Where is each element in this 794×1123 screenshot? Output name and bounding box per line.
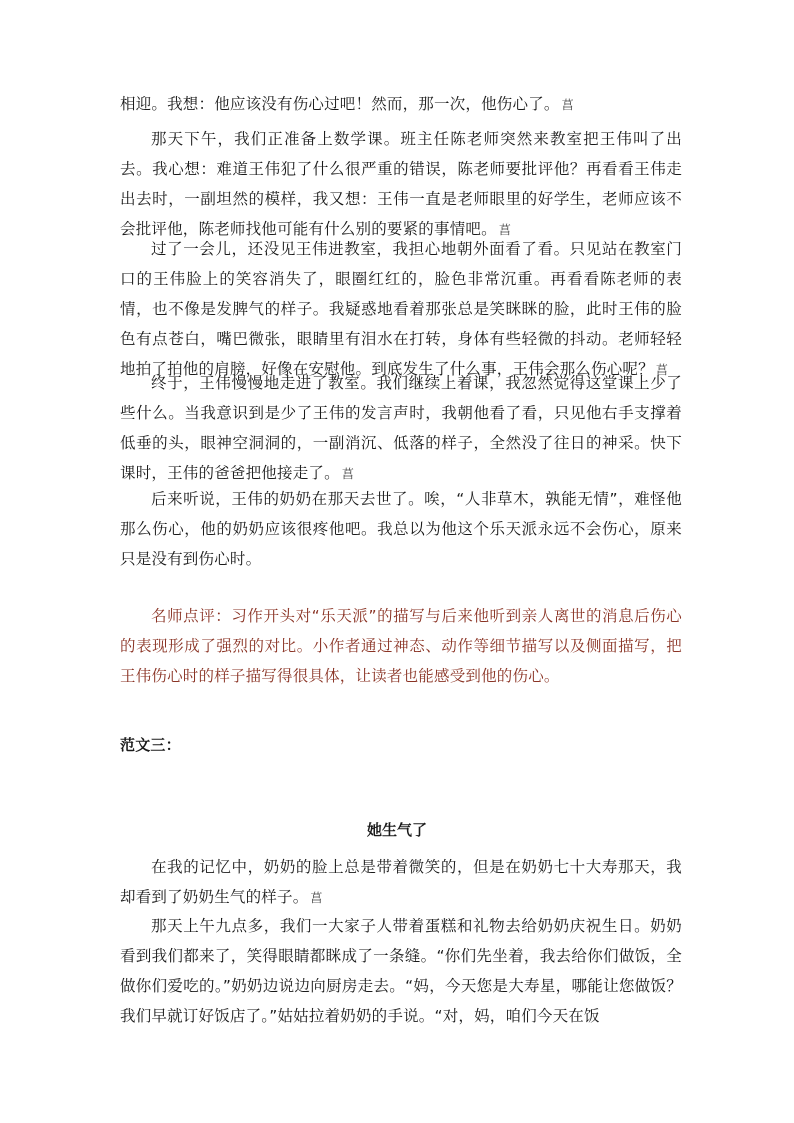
paragraph-1-text: 相迎。我想：他应该没有伤心过吧！然而，那一次，他伤心了。 — [120, 95, 560, 113]
paragraph-3-text: 过了一会儿，还没见王伟进教室，我担心地朝外面看了看。只见站在教室门口的王伟脸上的笑容消失了，眼圈红红的，脸色非常沉重。再看看陈老师的表情，也不像是发脾气的样子。我疑惑地看着那张总是笑眯眯的脸，此时王伟的脸色有点苍白，嘴巴微张，眼睛里有泪水在打转，身体有些轻微的抖动。老师轻轻地拍了拍他的肩膀，好像在安慰他。到底发生了什么事，王伟会那么伤心呢？ — [120, 240, 682, 378]
paragraph-5 — [120, 484, 682, 575]
paragraph-1 — [120, 89, 682, 120]
essay-paragraph-2 — [120, 911, 682, 1032]
paragraph-mark: 菖 — [655, 363, 669, 377]
paragraph-3 — [120, 234, 682, 385]
paragraph-2 — [120, 124, 682, 245]
section-heading: 范文三： — [120, 736, 181, 754]
paragraph-5-text: 后来听说，王伟的奶奶在那天去世了。唉，“人非草木，孰能无情”，难怪他那么伤心，他的奶奶应该很疼他吧。我总以为他这个乐天派永远不会伤心，原来只是没有到伤心时。 — [120, 490, 682, 568]
teacher-critique: 名师点评：习作开头对“乐天派”的描写与后来他听到亲人离世的消息后伤心的表现形成了强烈的对比。小作者通过神态、动作等细节描写以及侧面描写，把王伟伤心时的样子描写得很具体，让读者也能感受到他的伤心。 — [120, 607, 682, 685]
paragraph-mark: 菖 — [561, 98, 574, 112]
essay-title: 她生气了 — [366, 821, 427, 839]
paragraph-mark: 菖 — [310, 891, 323, 905]
paragraph-mark: 菖 — [498, 223, 512, 237]
paragraph-4 — [120, 368, 682, 489]
essay-paragraph-1-text: 在我的记忆中，奶奶的脸上总是带着微笑的，但是在奶奶七十大寿那天，我却看到了奶奶生气的样子。 — [120, 858, 682, 906]
paragraph-4-text: 终于，王伟慢慢地走进了教室。我们继续上着课，我忽然觉得这堂课上少了些什么。当我意识到是少了王伟的发言声时，我朝他看了看，只见他右手支撑着低垂的头，眼神空洞洞的，一副消沉、低落的样子，全然没了往日的神采。快下课时，王伟的爸爸把他接走了。 — [120, 374, 682, 482]
essay-paragraph-1 — [120, 852, 682, 913]
essay-paragraph-2-text: 那天上午九点多，我们一大家子人带着蛋糕和礼物去给奶奶庆祝生日。奶奶看到我们都来了，笑得眼睛都眯成了一条缝。“你们先坐着，我去给你们做饭，全做你们爱吃的。”奶奶边说边向厨房走去。“妈，今天您是大寿星，哪能让您做饭？我们早就订好饭店了。”姑姑拉着奶奶的手说。“对，妈，咱们今天在饭 — [120, 917, 682, 1025]
paragraph-mark: 菖 — [341, 467, 355, 481]
paragraph-2-text: 那天下午，我们正准备上数学课。班主任陈老师突然来教室把王伟叫了出去。我心想：难道王伟犯了什么很严重的错误，陈老师要批评他？再看看王伟走出去时，一副坦然的模样，我又想：王伟一直是老师眼里的好学生，老师应该不会批评他，陈老师找他可能有什么别的要紧的事情吧。 — [120, 130, 682, 238]
